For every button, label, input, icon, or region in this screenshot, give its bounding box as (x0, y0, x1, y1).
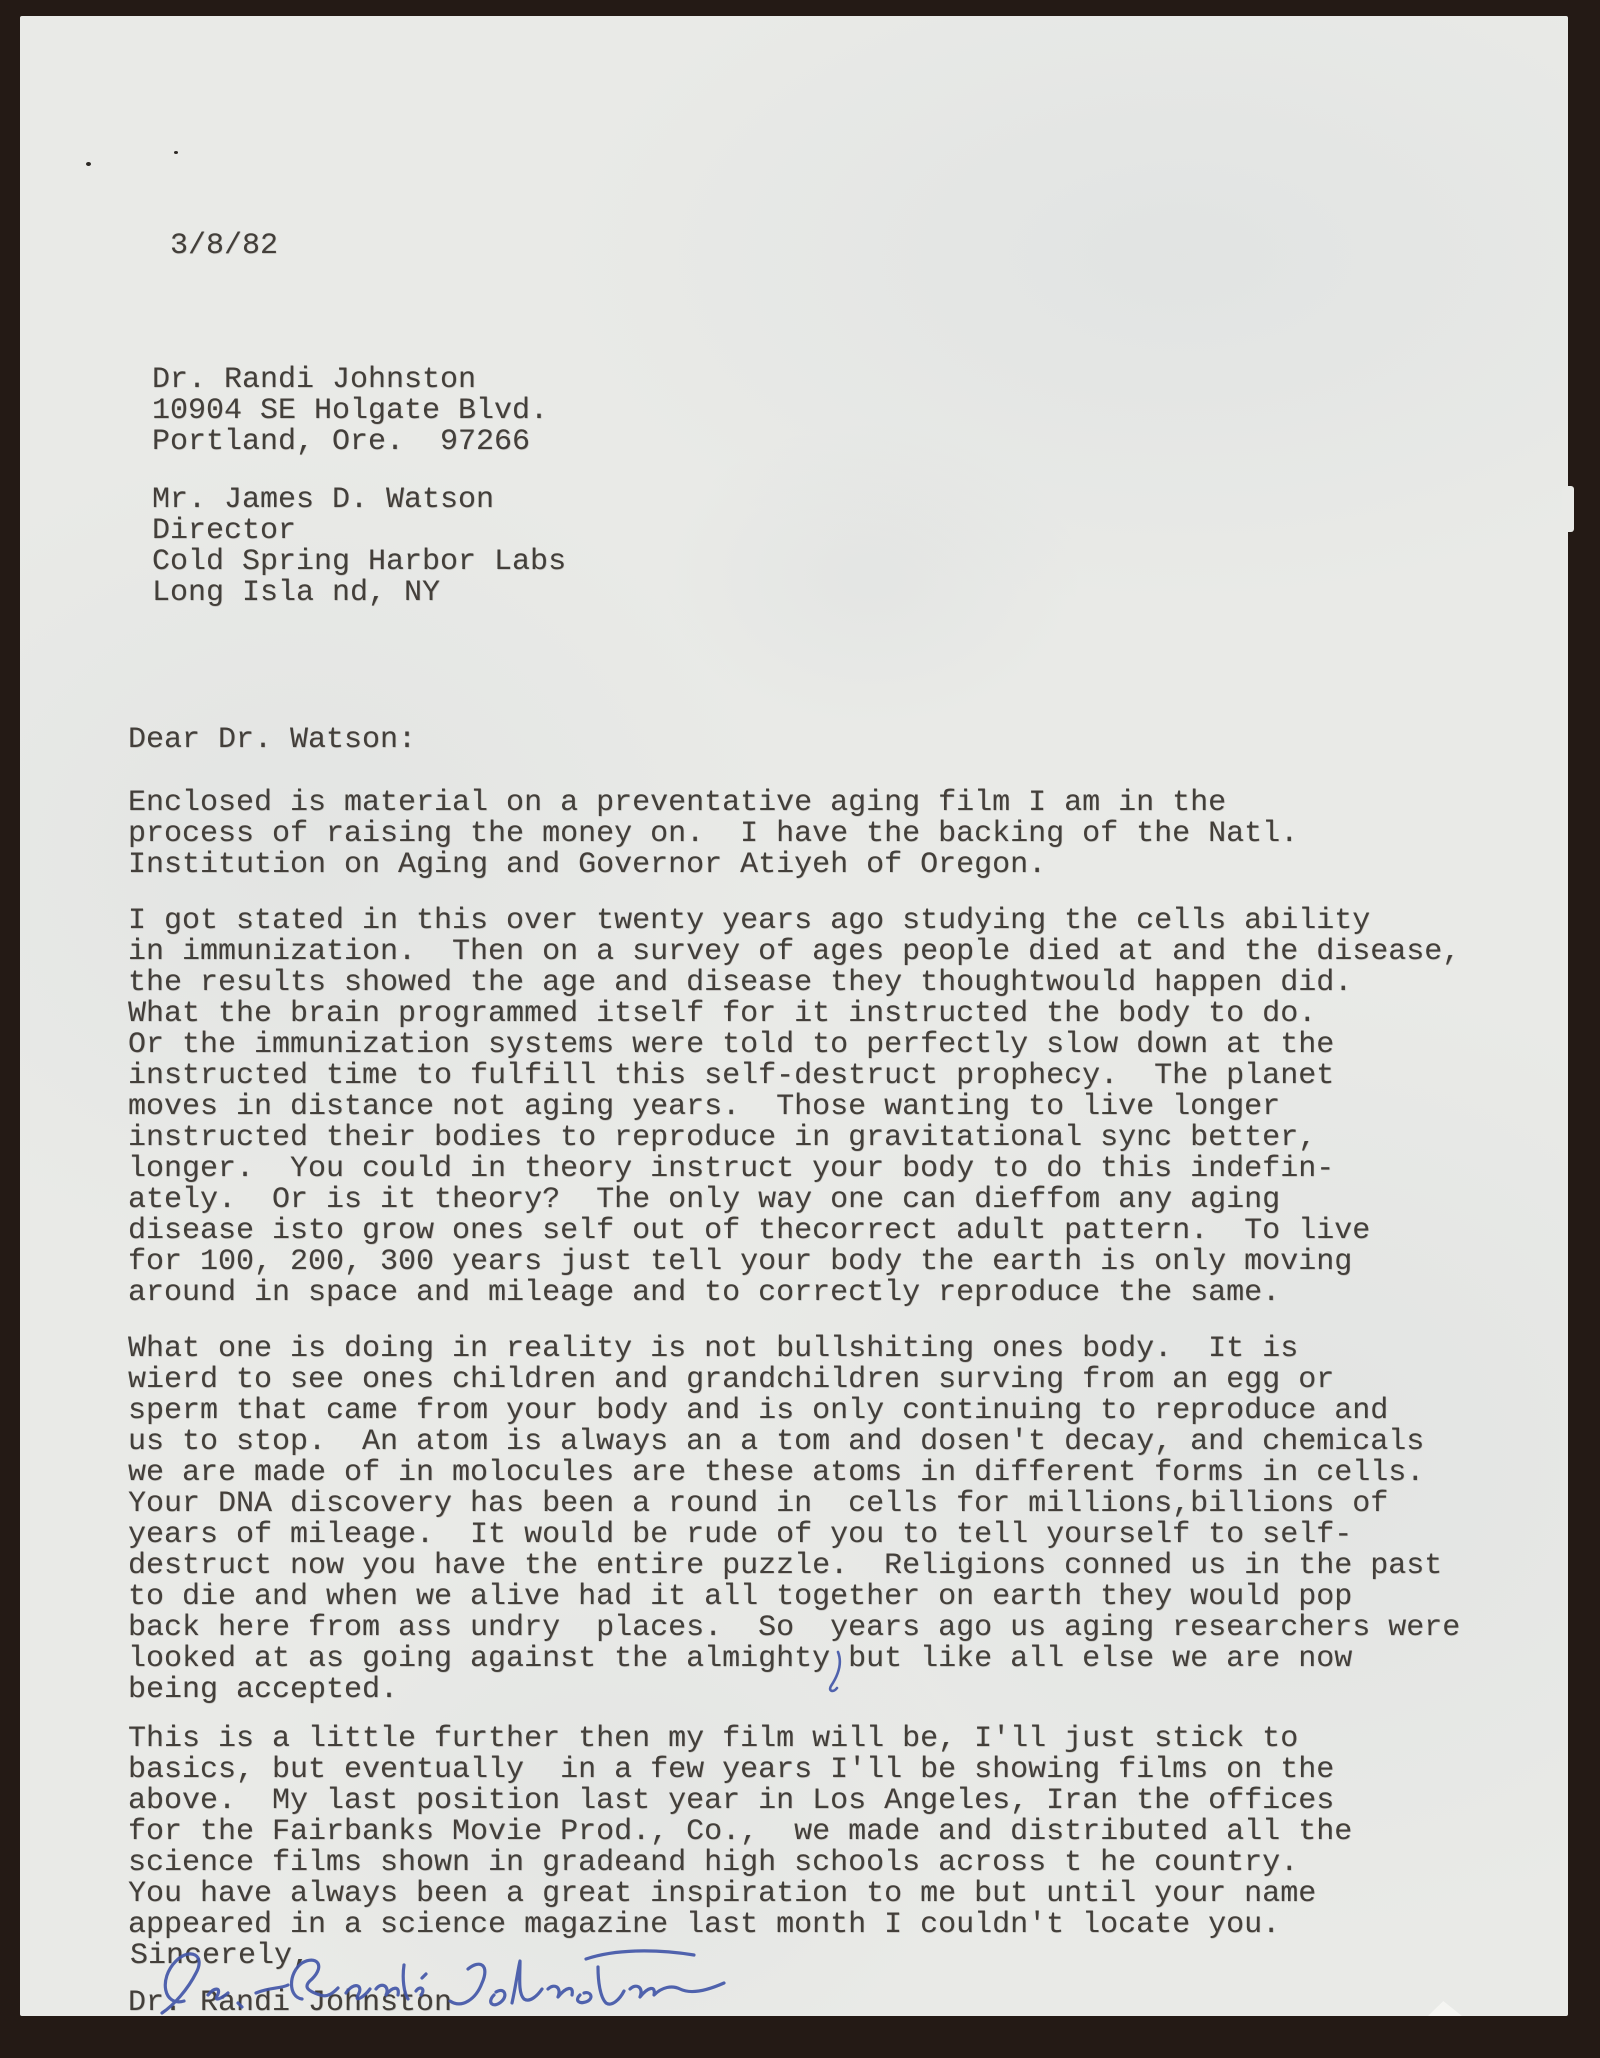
letter-line: wierd to see ones children and grandchildren surving from an egg or (128, 1363, 1335, 1397)
letter-page (20, 16, 1568, 2020)
letter-line: in immunization. Then on a survey of ages people died at and the disease, (128, 935, 1461, 969)
letter-line: us to stop. An atom is always an a tom and dosen't decay, and chemicals (128, 1425, 1425, 1459)
closing: Sincerely, (130, 1939, 311, 1973)
letter-line: for the Fairbanks Movie Prod., Co., we made and distributed all the (128, 1815, 1353, 1849)
letter-line: around in space and mileage and to correctly reproduce the same. (128, 1276, 1281, 1310)
letter-line: longer. You could in theory instruct your body to do this indefin- (128, 1152, 1335, 1186)
paragraph-2 (128, 906, 1460, 1309)
signature-handwriting (150, 1945, 750, 2017)
paper-edge-tear (1562, 486, 1574, 532)
letter-line: moves in distance not aging years. Those wanting to live longer (128, 1090, 1281, 1124)
recipient-address-line: Director (152, 514, 297, 548)
letter-line: Your DNA discovery has been a round in cells for millions,billions of (128, 1487, 1389, 1521)
salutation: Dear Dr. Watson: (128, 723, 417, 757)
letter-line: instructed time to fulfill this self-destruct prophecy. The planet (128, 1059, 1335, 1093)
letter-line: ately. Or is it theory? The only way one can dieffom any aging (128, 1183, 1281, 1217)
letter-line: appeared in a science magazine last month I couldn't locate you. (128, 1908, 1281, 1942)
letter-line: What the brain programmed itself for it instructed the body to do. (128, 997, 1317, 1031)
letter-line: the results showed the age and disease they thoughtwould happen did. (128, 966, 1353, 1000)
recipient-address (152, 485, 566, 609)
letter-line: Institution on Aging and Governor Atiyeh of Oregon. (128, 848, 1047, 882)
letter-line: Enclosed is material on a preventative aging film I am in the (128, 786, 1227, 820)
letter-line: You have always been a great inspiration to me but until your name (128, 1877, 1317, 1911)
letter-line: instructed their bodies to reproduce in gravitational sync better, (128, 1121, 1317, 1155)
letter-line: science films shown in gradeand high schools across t he country. (128, 1846, 1299, 1880)
letter-line: we are made of in molocules are these atoms in different forms in cells. (128, 1456, 1425, 1490)
letter-line: process of raising the money on. I have the backing of the Natl. (128, 817, 1299, 851)
letter-line: years of mileage. It would be rude of you to tell yourself to self- (128, 1518, 1353, 1552)
sender-address-line: Portland, Ore. 97266 (152, 425, 531, 459)
sender-address-line: 10904 SE Holgate Blvd. (152, 394, 549, 428)
letter-line: basics, but eventually in a few years I'll be showing films on the (128, 1753, 1335, 1787)
letter-date: 3/8/82 (170, 229, 279, 263)
ink-speck (174, 151, 178, 154)
recipient-address-line: Cold Spring Harbor Labs (152, 545, 567, 579)
letter-line: destruct now you have the entire puzzle. Religions conned us in the past (128, 1549, 1443, 1583)
letter-line: sperm that came from your body and is only continuing to reproduce and (128, 1394, 1389, 1428)
letter-line: I got stated in this over twenty years ago studying the cells ability (128, 904, 1371, 938)
letter-line: for 100, 200, 300 years just tell your body the earth is only moving (128, 1245, 1353, 1279)
letter-line: looked at as going against the almighty but like all else we are now (128, 1642, 1353, 1676)
ink-speck (86, 162, 91, 166)
paragraph-4 (128, 1724, 1352, 1941)
letter-line: to die and when we alive had it all together on earth they would pop (128, 1580, 1353, 1614)
handwritten-comma-annotation (828, 1650, 844, 1696)
letter-line: disease isto grow ones self out of thecorrect adult pattern. To live (128, 1214, 1371, 1248)
recipient-address-line: Long Isla nd, NY (152, 576, 441, 610)
paragraph-3 (128, 1334, 1460, 1706)
letter-line: Or the immunization systems were told to perfectly slow down at the (128, 1028, 1335, 1062)
letter-line: back here from ass undry places. So years ago us aging researchers were (128, 1611, 1461, 1645)
sender-address (152, 365, 548, 458)
letter-line: What one is doing in reality is not bullshiting ones body. It is (128, 1332, 1299, 1366)
paragraph-1 (128, 788, 1298, 881)
letter-line: This is a little further then my film will be, I'll just stick to (128, 1722, 1299, 1756)
typed-signature: Dr. Randi Johnston (128, 1986, 453, 2020)
letter-line: being accepted. (128, 1673, 399, 1707)
letter-line: above. My last position last year in Los Angeles, Iran the offices (128, 1784, 1335, 1818)
sender-address-line: Dr. Randi Johnston (152, 363, 477, 397)
recipient-address-line: Mr. James D. Watson (152, 483, 495, 517)
